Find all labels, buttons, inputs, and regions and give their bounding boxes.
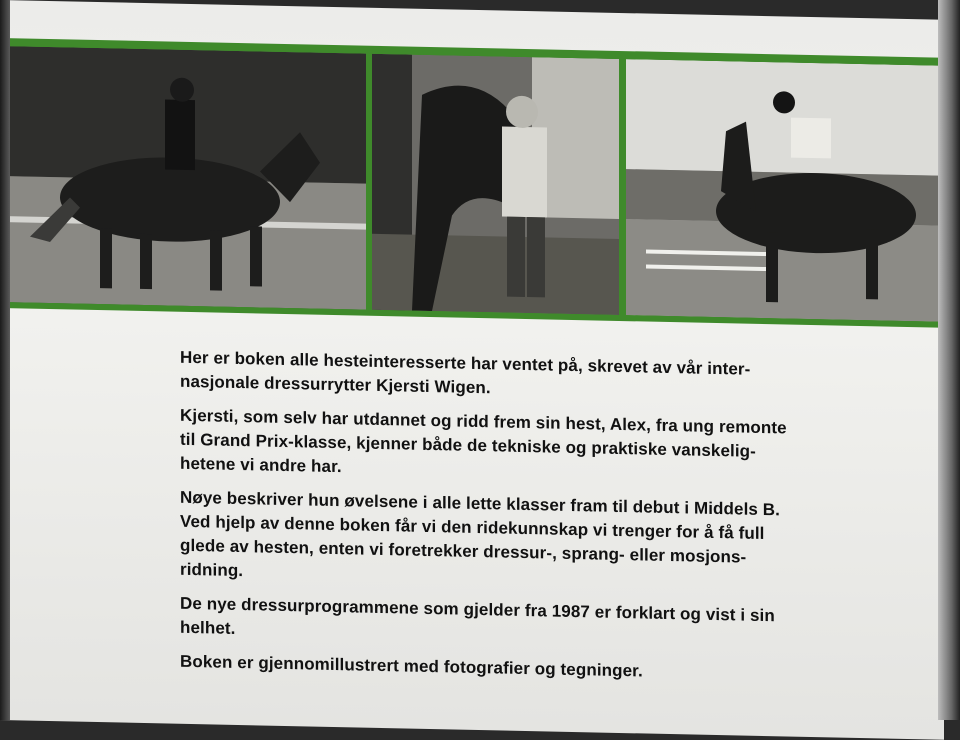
paragraph-author: Kjersti, som selv har utdannet og ridd frem sin hest, Alex, fra ung remonte til Grand Prix-klasse, kjenner både de tekniske og praktiske vanskelig- hetene vi andre har. xyxy=(180,405,787,477)
paragraph-illustrations: Boken er gjennomillustrert med fotografier og tegninger. xyxy=(180,651,643,681)
photo-rider-jumping xyxy=(626,59,944,322)
description-text xyxy=(180,346,840,698)
photo-strip xyxy=(0,38,944,328)
photo-woman-with-horse xyxy=(372,54,619,315)
book-spine-edge xyxy=(938,0,960,720)
paragraph-programs: De nye dressurprogrammene som gjelder fra 1987 er forklart og vist i sin helhet. xyxy=(180,593,775,638)
paragraph-intro: Her er boken alle hesteinteresserte har ventet på, skrevet av vår inter- nasjonale dressurrytter Kjersti Wigen. xyxy=(180,347,751,398)
paragraph-exercises: Nøye beskriver hun øvelsene i alle lette klasser fram til debut i Middels B. Ved hjelp av denne boken får vi den ridekunnskap vi trenger for å få full glede av hesten, enten vi foretrekker dressur-, sprang- eller mosjons- ridning. xyxy=(180,487,780,581)
photo-rider-dressage xyxy=(0,46,366,310)
left-shadow xyxy=(0,0,10,720)
